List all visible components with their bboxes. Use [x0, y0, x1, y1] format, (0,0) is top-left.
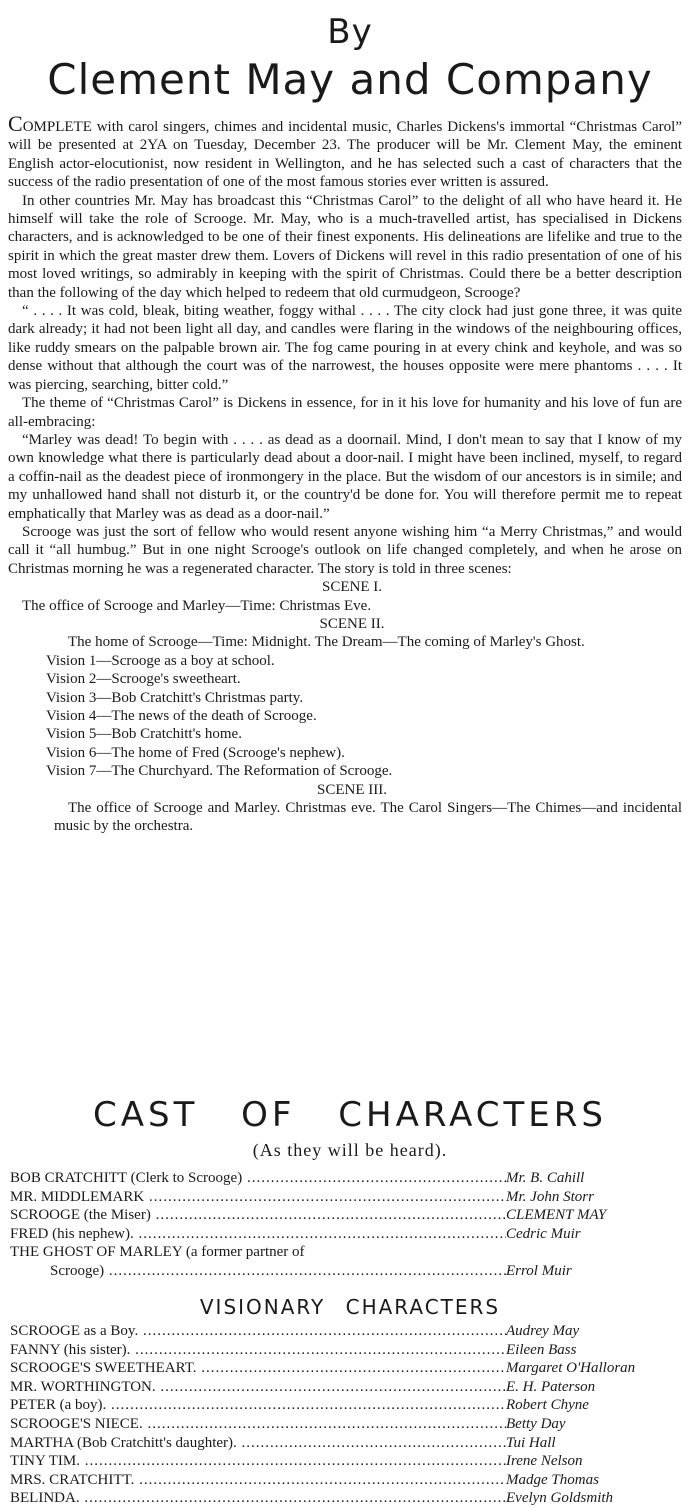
role-name: SCROOGE'S SWEETHEART. .....: [10, 1359, 506, 1377]
actor-name: Errol Muir: [506, 1262, 572, 1279]
vision-item: Vision 1—Scrooge as a boy at school.: [46, 652, 275, 669]
actor-name: Eileen Bass: [506, 1341, 577, 1358]
cast-row-ghost-line1: [10, 1243, 690, 1262]
actor-name: Irene Nelson: [506, 1453, 583, 1470]
role-name: SCROOGE as a Boy. .....: [10, 1322, 506, 1340]
visionary-row: [10, 1471, 690, 1490]
vision-item: Vision 4—The news of the death of Scrooge.: [46, 708, 317, 724]
role-name: MR. MIDDLEMARK .....: [10, 1188, 506, 1207]
actor-name: Tui Hall: [506, 1434, 556, 1451]
byline-by: By: [327, 12, 373, 52]
actor-name: Mr. John Storr: [506, 1188, 594, 1205]
company-headline: Clement May and Company: [47, 55, 653, 104]
scene-1-description: The office of Scrooge and Marley—Time: Christmas Eve.: [22, 597, 372, 614]
vision-item: Vision 2—Scrooge's sweetheart.: [46, 671, 241, 688]
paragraph-3-quote: “ . . . . It was cold, bleak, biting weather, foggy withal . . . . The city clock had just gone three, it was quite dark already; it had not been light all day, and candles were flaring in the windows of the neighbouring offices, like ruddy smears on the palpable brown air. The fog came pouring in at every chink and keyhole, and was so dense without that although the court was of the narrowest, the houses opposite were mere phantoms . . . . It was piercing, searching, bitter cold.”: [8, 303, 682, 393]
role-name: BELINDA. .....: [10, 1489, 506, 1507]
visionary-row: [10, 1341, 690, 1360]
vision-item: Vision 3—Bob Cratchitt's Christmas party.: [46, 689, 304, 706]
role-name: FRED (his nephew). .....: [10, 1225, 506, 1244]
visionary-row: [10, 1415, 690, 1434]
visionary-row: [10, 1359, 690, 1378]
scene-1-title: SCENE I.: [322, 579, 382, 596]
drop-cap: C: [8, 111, 23, 136]
cast-subheading: (As they will be heard).: [252, 1140, 448, 1160]
role-name: MRS. CRATCHITT. .....: [10, 1471, 506, 1489]
paragraph-4: The theme of “Christmas Carol” is Dickens in essence, for in it his love for humanity and his love of fun are all-embracing:: [8, 395, 682, 430]
role-name: BOB CRATCHITT (Clerk to Scrooge) .....: [10, 1169, 506, 1188]
visionary-row: [10, 1396, 690, 1415]
actor-name: CLEMENT MAY: [506, 1207, 607, 1224]
role-name: THE GHOST OF MARLEY (a former partner of: [10, 1244, 305, 1261]
vision-item: Vision 5—Bob Cratchitt's home.: [46, 726, 242, 743]
role-name: SCROOGE'S NIECE. .....: [10, 1415, 506, 1433]
scene-2-title: SCENE II.: [319, 615, 385, 632]
cast-row: [10, 1169, 690, 1188]
article-body: [8, 111, 682, 836]
actor-name: Mr. B. Cahill: [506, 1170, 585, 1186]
vision-item: Vision 6—The home of Fred (Scrooge's nephew).: [46, 744, 345, 761]
role-name: MR. WORTHINGTON. .....: [10, 1378, 506, 1396]
paragraph-6: Scrooge was just the sort of fellow who would resent anyone wishing him “a Merry Christmas,” and would call it “all humbug.” But in one night Scrooge's outlook on life changed completely, and when he arose on Christmas morning he was a regenerated character. The story is told in three scenes:: [8, 523, 682, 577]
role-name: SCROOGE (the Miser) .....: [10, 1206, 506, 1225]
actor-name: E. H. Paterson: [506, 1378, 596, 1395]
vision-item: Vision 7—The Churchyard. The Reformation of Scrooge.: [46, 763, 393, 780]
cast-list: [10, 1169, 690, 1281]
actor-name: Margaret O'Halloran: [506, 1360, 636, 1377]
visionary-row: [10, 1378, 690, 1397]
visionary-row: [10, 1489, 690, 1508]
cast-row: [10, 1206, 690, 1225]
cast-row: [10, 1188, 690, 1207]
visionary-heading: VISIONARY CHARACTERS: [199, 1295, 501, 1319]
scene-3-description: The office of Scrooge and Marley. Christmas eve. The Carol Singers—The Chimes—and incidental music by the orchestra.: [54, 800, 682, 835]
actor-name: Robert Chyne: [506, 1397, 589, 1414]
paragraph-1: COMPLETE with carol singers, chimes and incidental music, Charles Dickens's immortal “Christmas Carol” will be presented at 2YA on Tuesday, December 23. The producer will be Mr. Clement May, the eminent English actor-elocutionist, now resident in Wellington, and he has selected such a cast of characters that the success of the radio presentation of one of the most famous stories ever written is assured.: [8, 111, 682, 191]
actor-name: Cedric Muir: [506, 1225, 581, 1242]
visionary-row: [10, 1322, 690, 1341]
visionary-row: [10, 1452, 690, 1471]
role-name: Scrooge) .....: [10, 1262, 506, 1281]
scene-2-description: The home of Scrooge—Time: Midnight. The Dream—The coming of Marley's Ghost.: [68, 634, 585, 651]
scene-3-title: SCENE III.: [317, 781, 387, 798]
visionary-row: [10, 1434, 690, 1453]
role-name: MARTHA (Bob Cratchitt's daughter). .....: [10, 1434, 506, 1452]
cast-row: [10, 1225, 690, 1244]
role-name: TINY TIM. .....: [10, 1452, 506, 1470]
paragraph-2: In other countries Mr. May has broadcast this “Christmas Carol” to the delight of all who have heard it. He himself will take the role of Scrooge. Mr. May, who is a much-travelled artist, has specialised in Dickens characters, and is acknowledged to be one of their finest exponents. His delineations are lifelike and true to the spirit in which the great master drew them. Lovers of Dickens will revel in this radio presentation of one of his most loved writings, so admirably in keeping with the spirit of Christmas. Could there be a better description than the following of the day which helped to redeem that old curmudgeon, Scrooge?: [8, 192, 682, 301]
cast-row-ghost-line2: [10, 1262, 690, 1281]
role-name: FANNY (his sister). .....: [10, 1341, 506, 1359]
actor-name: Audrey May: [506, 1323, 580, 1339]
actor-name: Evelyn Goldsmith: [506, 1490, 614, 1507]
actor-name: Betty Day: [506, 1415, 566, 1432]
paragraph-5-quote: “Marley was dead! To begin with . . . . as dead as a doornail. Mind, I don't mean to say that I know of my own knowledge what there is particularly dead about a door-nail. I might have been inclined, myself, to regard a coffin-nail as the deadest piece of ironmongery in the place. But the wisdom of our ancestors is in simile; and my unhallowed hand shall not disturb it, or the country'd be done for. You will therefore permit me to repeat emphatically that Marley was as dead as a door-nail.”: [8, 431, 682, 522]
actor-name: Madge Thomas: [506, 1471, 599, 1488]
visionary-list: [10, 1322, 690, 1508]
role-name: PETER (a boy). .....: [10, 1396, 506, 1414]
cast-heading: CAST OF CHARACTERS: [93, 1095, 607, 1135]
